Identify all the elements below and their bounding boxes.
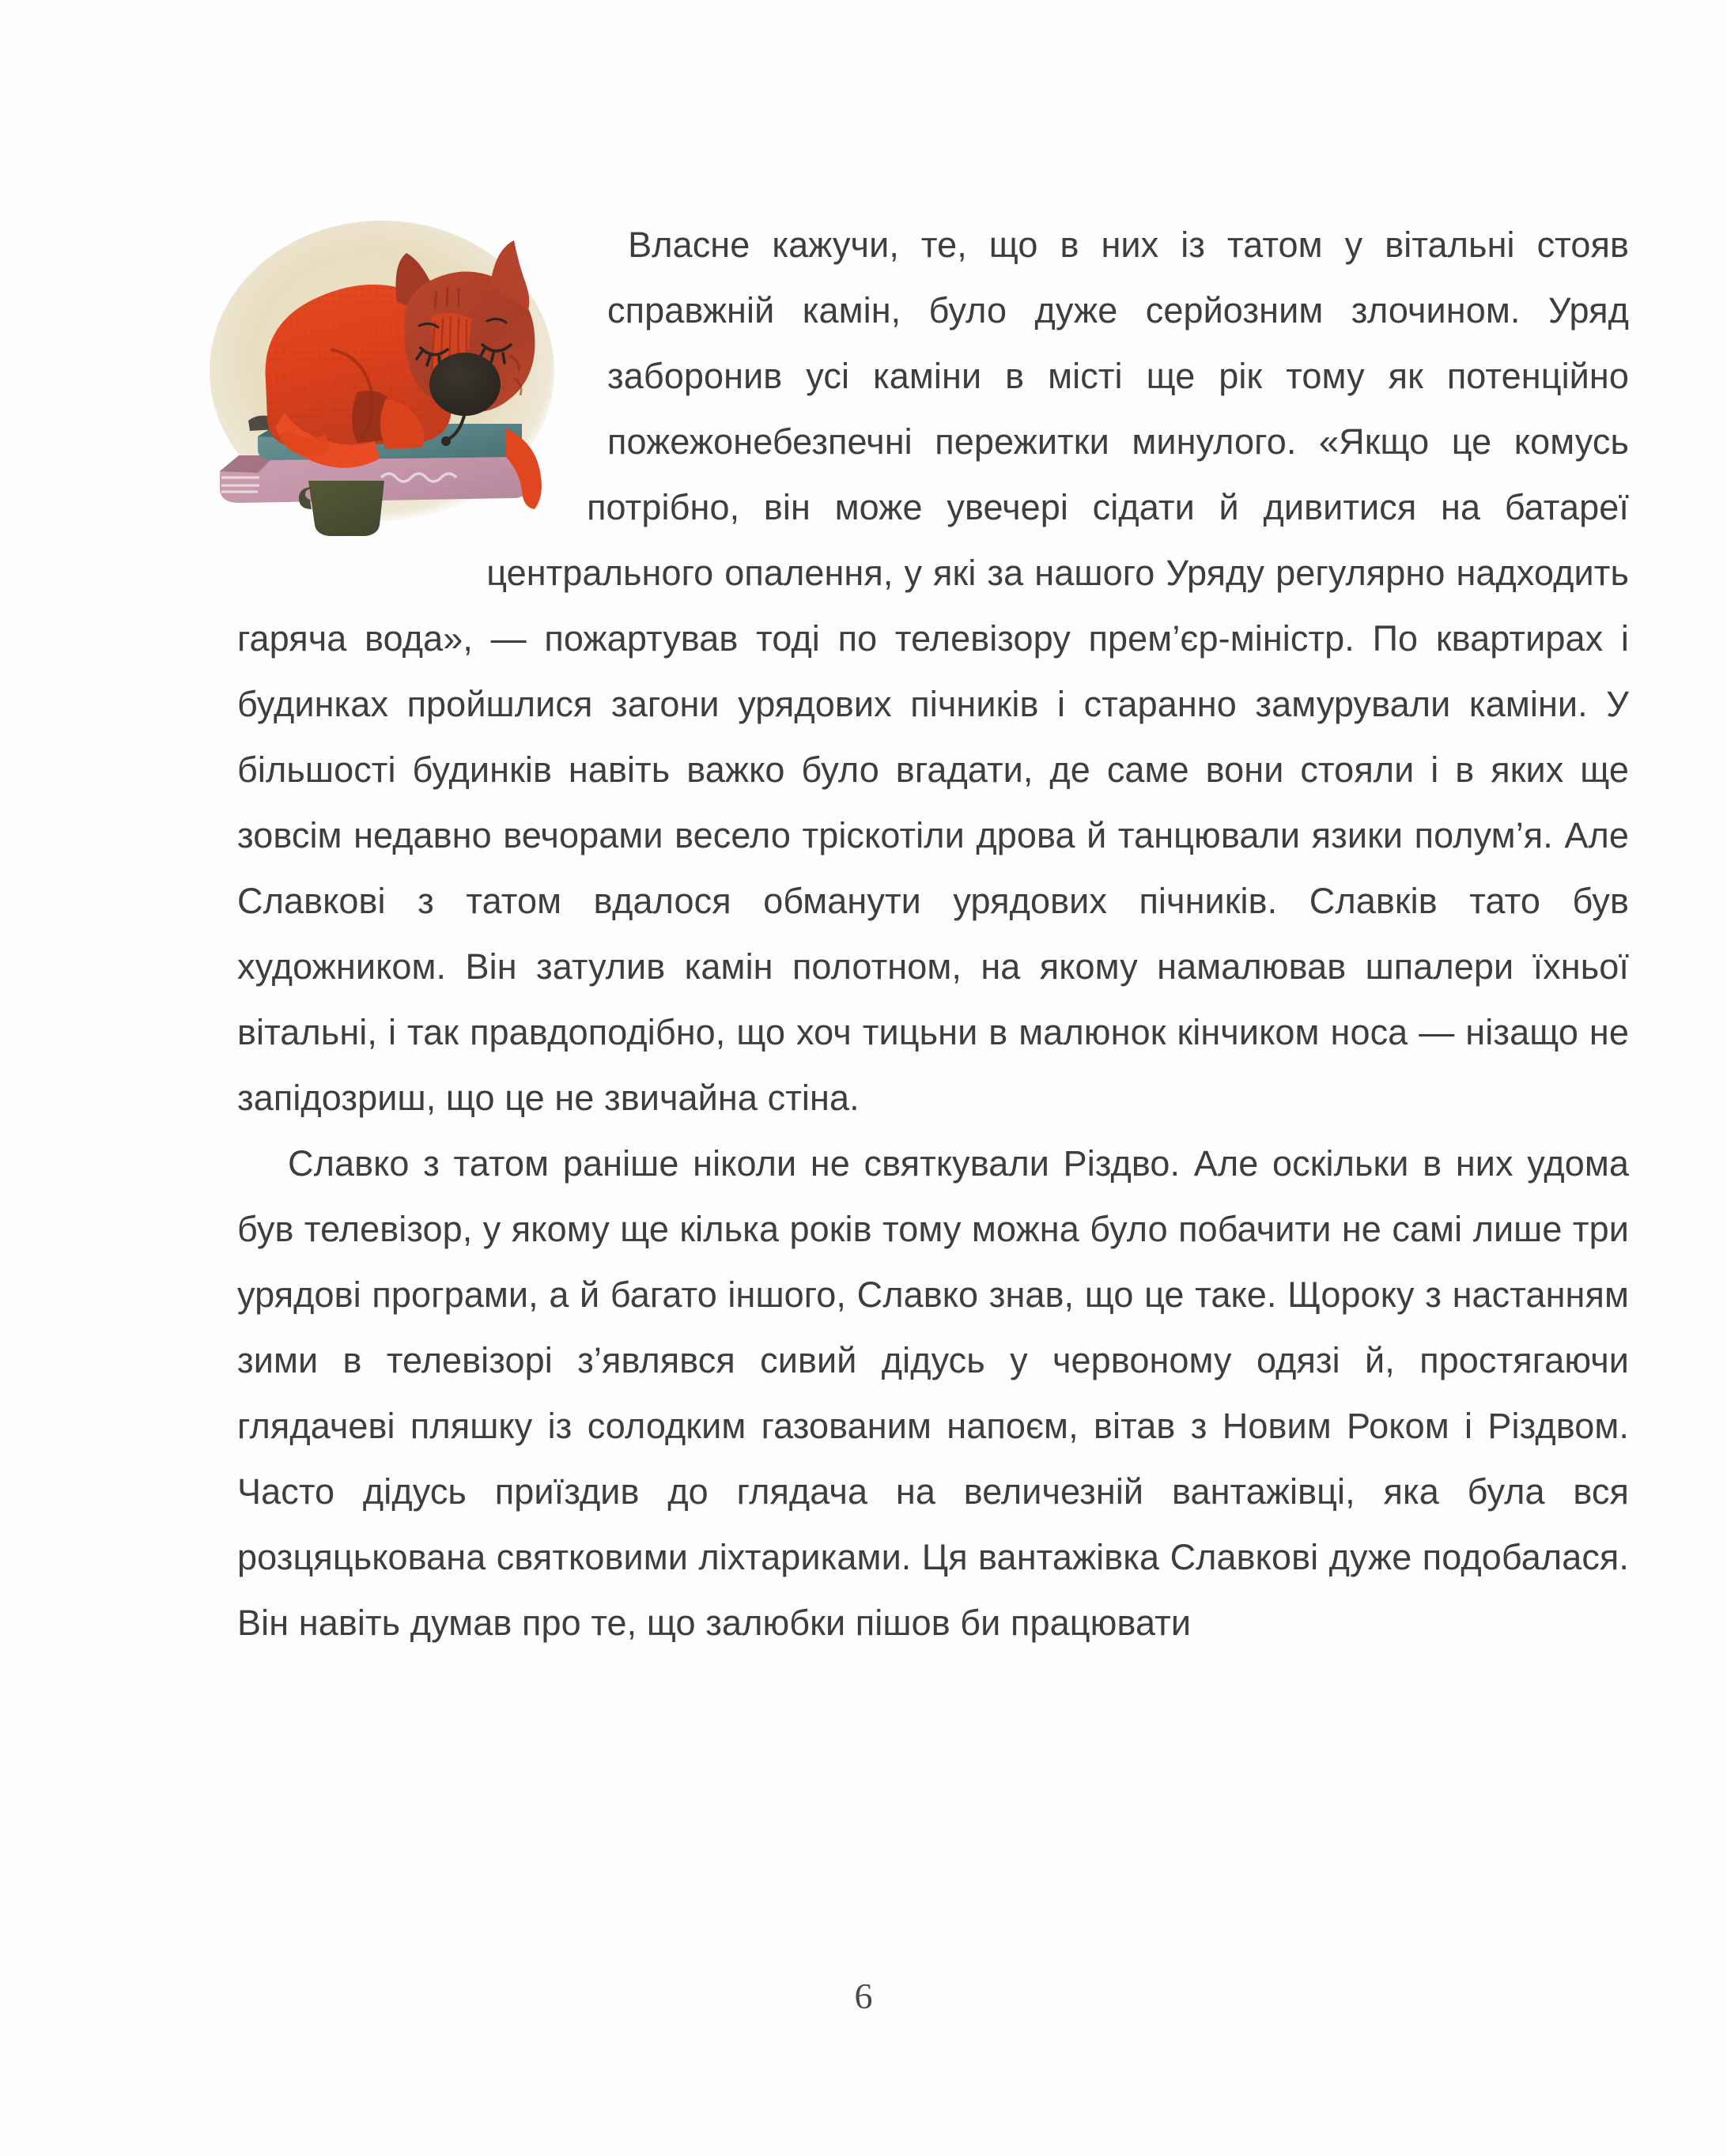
dog-nose <box>429 353 501 416</box>
illustration-float-wrapper <box>190 209 585 545</box>
text-column <box>237 212 1629 1656</box>
page-number: 6 <box>854 1976 873 2016</box>
body-paragraph: Власне кажучи, те, що в них із татом у вітальні стояв справжній камін, було дуже серйозним злочином. Уряд заборонив усі каміни в місті ще рік тому як потенційно пожежонебезпечні пережитки минулого. «Якщо це комусь потрібно, він може увечері сідати й дивитися на батареї центрального опалення, у які за нашого Уряду регулярно надходить гаряча вода», — пожартував тоді по телевізору прем’єр-міністр. По квартирах і будинках пройшлися загони урядових пічників і старанно замурували каміни. У більшості будинків навіть важко було вгадати, де саме вони стояли і в яких ще зовсім недавно вечорами весело тріскотіли дрова й танцювали язики полум’я. Але Славкові з татом вдалося обманути урядових пічників. Славків тато був художником. Він затулив камін полотном, на якому намалював шпалери їхньої вітальні, і так правдоподібно, що хоч тицьни в малюнок кінчиком носа — нізащо не запідозриш, що це не звичайна стіна. <box>237 225 1629 1118</box>
sleeping-dog-on-books-illustration <box>190 209 585 545</box>
green-cup <box>299 481 384 536</box>
body-paragraph: Славко з татом раніше ніколи не святкували Різдво. Але оскільки в них удома був телевізор, у якому ще кілька років тому можна було побачити не самі лише три урядові програми, а й багато іншого, Славко знав, що це таке. Щороку з настанням зими в телевізорі з’являвся сивий дідусь у червоному одязі й, простягаючи глядачеві пляшку із солодким газованим напоєм, вітав з Новим Роком і Різдвом. Часто дідусь приїздив до глядача на величезній вантажівці, яка була вся розцяцькована святковими ліхтариками. Ця вантажівка Славкові дуже подобалася. Він навіть думав про те, що залюбки пішов би працювати <box>237 1143 1629 1643</box>
